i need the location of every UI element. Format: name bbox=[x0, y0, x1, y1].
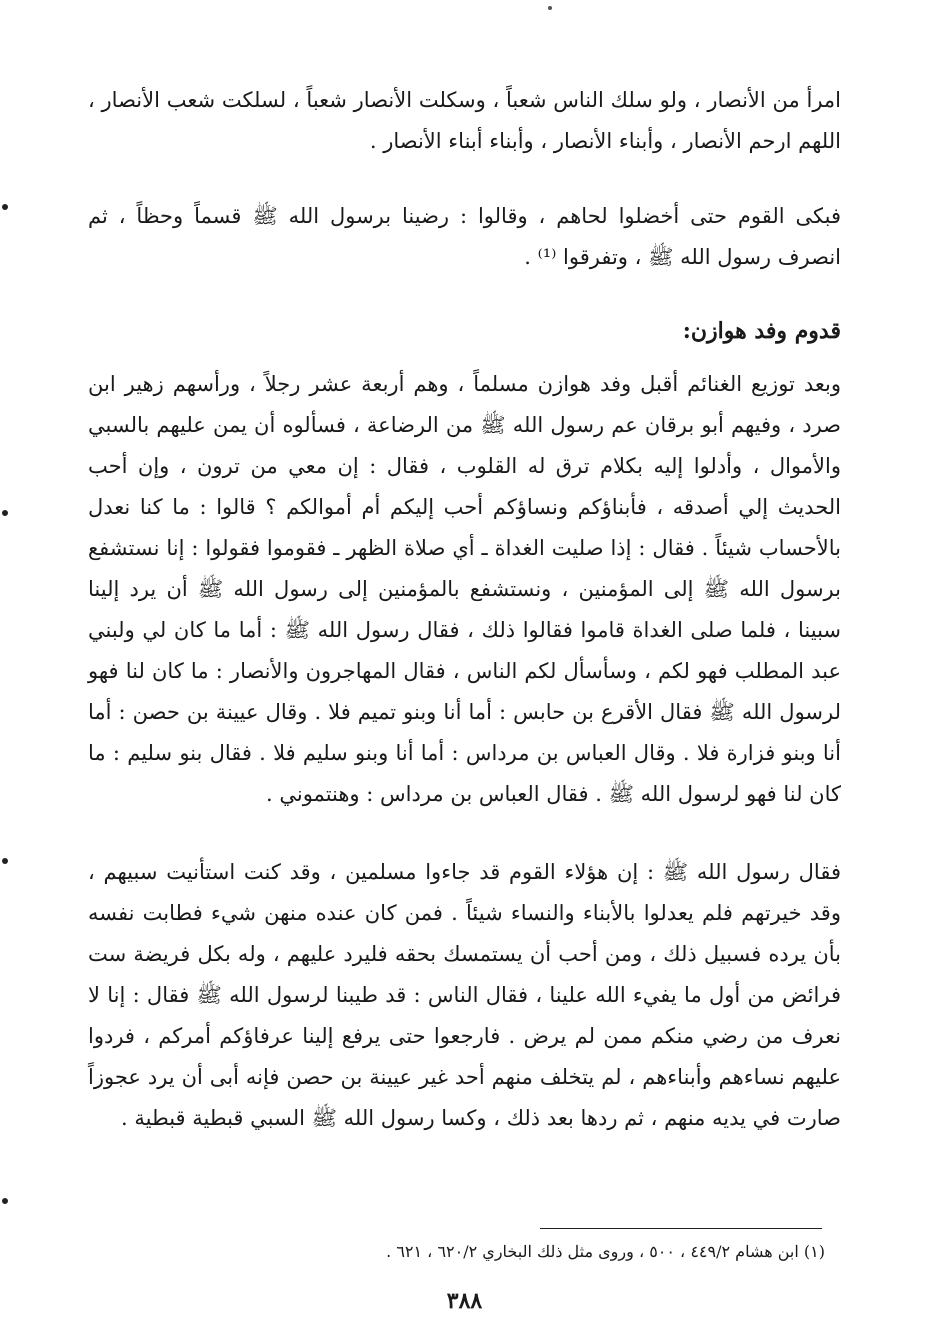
paragraph-hawazin-delegation: وبعد توزيع الغنائم أقبل وفد هوازن مسلماً ، وهم أربعة عشر رجلاً ، ورأسهم زهير ابن صرد ، وفيهم أبو برقان عم رسول الله ﷺ من الرضاعة ، فسألوه أن يمن عليهم بالسبي والأموال ، وأدلوا إليه بكلام ترق له القلوب ، فقال : إن معي من ترون ، وإن أحب الحديث إلي أصدقه ، فأبناؤكم ونساؤكم أحب إليكم أم أموالكم ؟ قالوا : ما كنا نعدل بالأحساب شيئاً . فقال : إذا صليت الغداة ـ أي صلاة الظهر ـ فقوموا فقولوا : إنا نستشفع برسول الله ﷺ إلى المؤمنين ، ونستشفع بالمؤمنين إلى رسول الله ﷺ أن يرد إلينا سبينا ، فلما صلى الغداة قاموا فقالوا ذلك ، فقال رسول الله ﷺ : أما ما كان لي ولبني عبد المطلب فهو لكم ، وسأسأل لكم الناس ، فقال المهاجرون والأنصار : ما كان لنا فهو لرسول الله ﷺ فقال الأقرع بن حابس : أما أنا وبنو تميم فلا . وقال عيينة بن حصن : أما أنا وبنو فزارة فلا . وقال العباس بن مرداس : أما أنا وبنو سليم فلا . فقال بنو سليم : ما كان لنا فهو لرسول الله ﷺ . فقال العباس بن مرداس : وهنتموني . bbox=[88, 372, 841, 806]
section-heading: قدوم وفد هوازن: bbox=[682, 318, 841, 344]
footnote: (١) ابن هشام ٤٤٩/٢ ، ٥٠٠ ، وروى مثل ذلك البخاري ٦٢٠/٢ ، ٦٢١ . bbox=[386, 1242, 825, 1261]
paragraph-weeping: فبكى القوم حتى أخضلوا لحاهم ، وقالوا : رضينا برسول الله ﷺ قسماً وحظاً ، ثم انصرف رسول الله ﷺ ، وتفرقوا ⁽¹⁾ . bbox=[88, 204, 841, 269]
footnote-divider bbox=[540, 1228, 822, 1229]
margin-mark bbox=[2, 1198, 8, 1204]
margin-mark bbox=[2, 510, 8, 516]
paragraph-return-of-captives: فقال رسول الله ﷺ : إن هؤلاء القوم قد جاءوا مسلمين ، وقد كنت استأنيت سبيهم ، وقد خيرتهم فلم يعدلوا بالأبناء والنساء شيئاً . فمن كان عنده منهن شيء فطابت نفسه بأن يرده فسبيل ذلك ، ومن أحب أن يستمسك بحقه فليرد عليهم ، وله بكل فريضة ست فرائض من أول ما يفيء الله علينا ، فقال الناس : قد طيبنا لرسول الله ﷺ فقال : إنا لا نعرف من رضي منكم ممن لم يرض . فارجعوا حتى يرفع إلينا عرفاؤكم أمركم ، فردوا عليهم نساءهم وأبناءهم ، لم يتخلف منهم أحد غير عيينة بن حصن فإنه أبى أن يرد عجوزاً صارت في يديه منهم ، ثم ردها بعد ذلك ، وكسا رسول الله ﷺ السبي قبطية قبطية . bbox=[88, 860, 841, 1130]
margin-mark bbox=[2, 204, 8, 210]
page-number: ٣٨٨ bbox=[446, 1288, 483, 1314]
paragraph-continuation: امرأ من الأنصار ، ولو سلك الناس شعباً ، وسكلت الأنصار شعباً ، لسلكت شعب الأنصار ، اللهم ارحم الأنصار ، وأبناء الأنصار ، وأبناء أبناء الأنصار . bbox=[88, 88, 841, 153]
margin-mark bbox=[2, 858, 8, 864]
scan-speck bbox=[548, 6, 552, 10]
